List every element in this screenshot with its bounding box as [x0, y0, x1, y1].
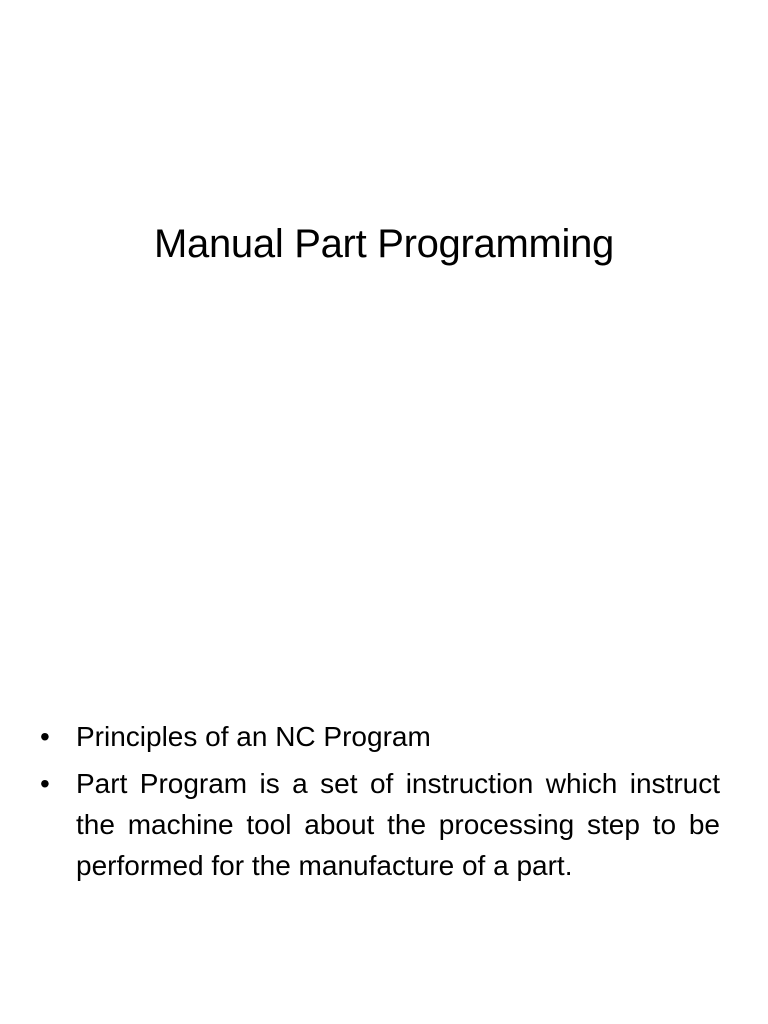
bullet-list	[40, 716, 720, 892]
bullet-item-principles	[40, 716, 720, 757]
bullet-marker: •	[40, 768, 50, 799]
bullet-marker: •	[40, 721, 50, 752]
bullet-text: Part Program is a set of instruction which instruct the machine tool about the processing step to be performed for the manufacture of a part.	[76, 768, 720, 881]
bullet-text: Principles of an NC Program	[76, 721, 431, 752]
bullet-item-definition	[40, 763, 720, 886]
slide-title: Manual Part Programming	[154, 222, 614, 266]
